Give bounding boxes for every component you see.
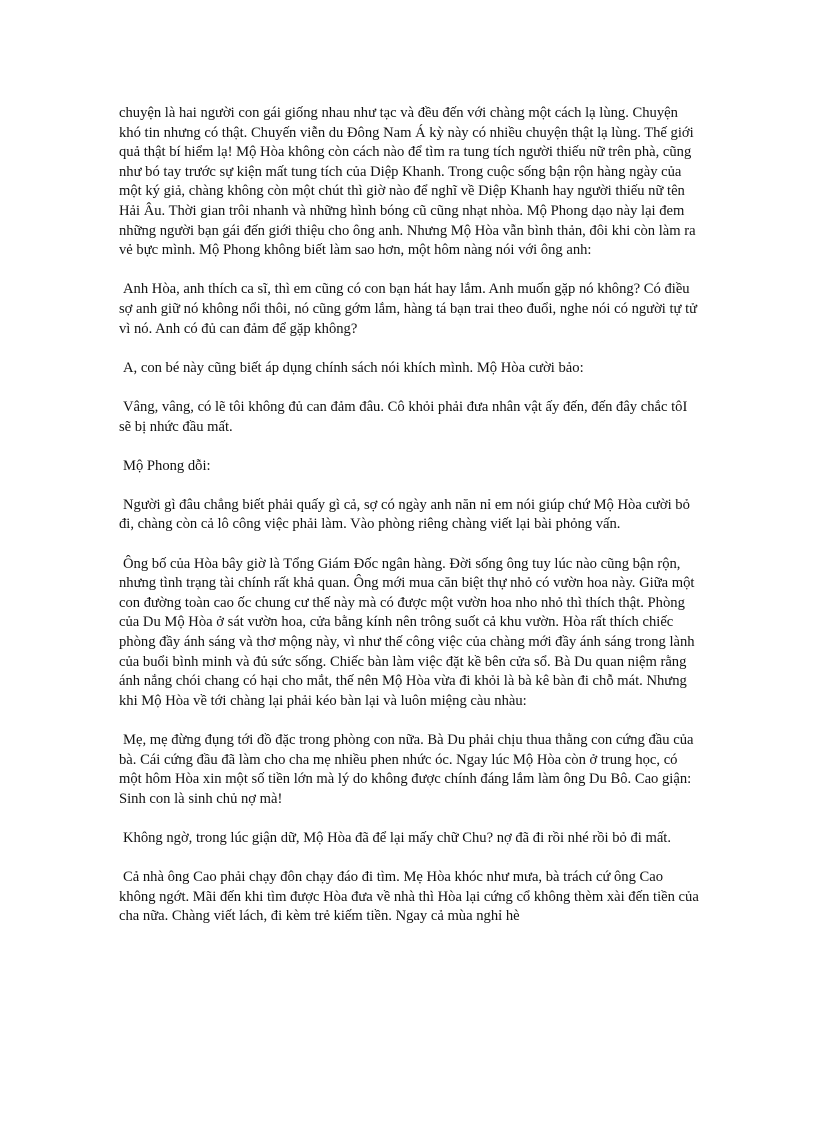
paragraph-9: Không ngờ, trong lúc giận dữ, Mộ Hòa đã để lại mấy chữ Chu? nợ đã đi rồi nhé rồi bỏ đi mất.: [123, 829, 672, 846]
paragraph-3: A, con bé này cũng biết áp dụng chính sách nói khích mình. Mộ Hòa cười bảo:: [123, 359, 584, 376]
paragraph-6: Người gì đâu chẳng biết phải quấy gì cả, sợ có ngày anh năn nỉ em nói giúp chứ Mộ Hòa cười bỏ đi, chàng còn cả lô công việc phải làm. Vào phòng riêng chàng viết lại bài phỏng vấn.: [119, 496, 690, 533]
document-body: [119, 104, 703, 927]
paragraph-2: Anh Hòa, anh thích ca sĩ, thì em cũng có con bạn hát hay lắm. Anh muốn gặp nó không? Có điều sợ anh giữ nó không nổi thôi, nó cũng gớm lắm, hàng tá bạn trai theo đuổi, nghe nói có người tự tử vì nó. Anh có đủ can đảm để gặp không?: [119, 281, 698, 337]
paragraph-5: Mộ Phong dỗi:: [123, 457, 211, 474]
paragraph-8: Mẹ, mẹ đừng đụng tới đồ đặc trong phòng con nữa. Bà Du phải chịu thua thằng con cứng đầu của bà. Cái cứng đầu đã làm cho cha mẹ nhiều phen nhức óc. Ngay lúc Mộ Hòa còn ở trung học, có một hôm Hòa xin một số tiền lớn mà lý do không được chính đáng lắm làm ông Du Bô. Cao giận: Sinh con là sinh chủ nợ mà!: [119, 732, 694, 807]
paragraph-4: Vâng, vâng, có lẽ tôi không đủ can đảm đâu. Cô khỏi phải đưa nhân vật ấy đến, đến đây chắc tôI sẽ bị nhức đầu mất.: [119, 398, 688, 435]
paragraph-7: Ông bố của Hòa bây giờ là Tổng Giám Đốc ngân hàng. Đời sống ông tuy lúc nào cũng bận rộn, nhưng tình trạng tài chính rất khả quan. Ông mới mua căn biệt thự nhỏ có vườn hoa này. Giữa một con đường toàn cao ốc chung cư thế này mà có được một vườn hoa nho nhỏ thì thích thật. Phòng của Du Mộ Hòa ở sát vườn hoa, cửa bằng kính nên trông suốt cả khu vườn. Hòa rất thích chiếc phòng đầy ánh sáng và thơ mộng này, vì như thế công việc của chàng mới đầy ánh sáng trong lành của buổi bình minh và đủ sức sống. Chiếc bàn làm việc đặt kề bên cửa sổ. Bà Du quan niệm rằng ánh nắng chói chang có hại cho mắt, thế nên Mộ Hòa vừa đi khỏi là bà kê bàn đi chỗ mát. Nhưng khi Mộ Hòa về tới chàng lại phải kéo bàn lại và luôn miệng càu nhàu:: [119, 555, 695, 709]
paragraph-10: Cả nhà ông Cao phải chạy đôn chạy đáo đi tìm. Mẹ Hòa khóc như mưa, bà trách cứ ông Cao không ngớt. Mãi đến khi tìm được Hòa đưa về nhà thì Hòa lại cứng cổ không thèm xài đến tiền của cha nữa. Chàng viết lách, đi kèm trẻ kiếm tiền. Ngay cả mùa nghỉ hè: [119, 869, 699, 925]
paragraph-1: chuyện là hai người con gái giống nhau như tạc và đều đến với chàng một cách lạ lùng. Chuyện khó tin nhưng có thật. Chuyến viễn du Đông Nam Á kỳ này có nhiều chuyện thật lạ lùng. Thế giới quả thật bí hiểm lạ! Mộ Hòa không còn cách nào để tìm ra tung tích người thiếu nữ trên phà, cũng như bó tay trước sự kiện mất tung tích của Diệp Khanh. Trong cuộc sống bận rộn hàng ngày của một ký giả, chàng không còn một chút thì giờ nào để nghĩ về Diệp Khanh hay người thiếu nữ tên Hải Âu. Thời gian trôi nhanh và những hình bóng cũ cũng nhạt nhòa. Mộ Phong dạo này lại đem những người bạn gái đến giới thiệu cho ông anh. Nhưng Mộ Hòa vẫn bình thản, đôi khi còn làm ra vẻ bực mình. Mộ Phong không biết làm sao hơn, một hôm nàng nói với ông anh:: [119, 105, 696, 259]
